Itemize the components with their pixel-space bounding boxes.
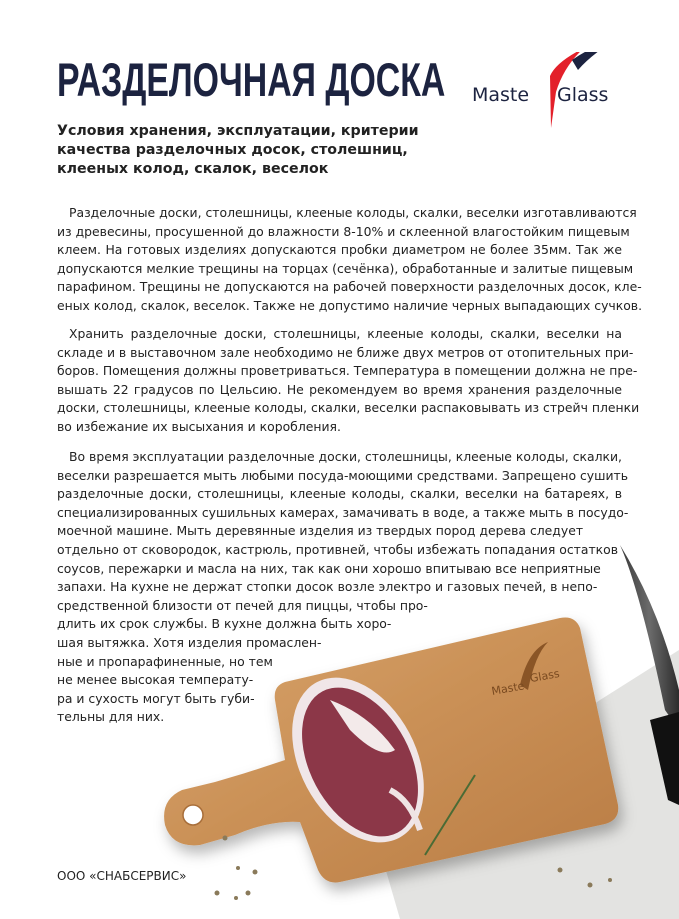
- masterglass-logo: [472, 52, 632, 132]
- logo-text-left: Maste: [472, 84, 530, 106]
- svg-text:Glass: Glass: [528, 667, 561, 686]
- paragraph-line: еных колод, скалок, веселок. Также не допустимо наличие черных выпадающих сучков.: [57, 297, 643, 313]
- paragraph-storage: [57, 325, 640, 437]
- page-title: РАЗДЕЛОЧНАЯ ДОСКА: [57, 53, 446, 106]
- paragraph-line: допускаются мелкие трещины на торцах (сечёнка), обработанные и залитые пищевым: [57, 260, 634, 276]
- paragraph-line: средственной близости от печей для пиццы, чтобы про-: [57, 597, 428, 613]
- paragraph-line: тельны для них.: [57, 709, 165, 725]
- paragraph-line: ра и сухость могут быть губи-: [57, 690, 255, 706]
- footer-company: ООО «СНАБСЕРВИС»: [57, 869, 187, 883]
- paragraph-line: вышать 22 градусов по Цельсию. Не рекомендуем во время хранения разделочные: [57, 381, 622, 397]
- subtitle-line: качества разделочных досок, столешниц,: [57, 142, 408, 158]
- paragraph-line: веселки разрешается мыть любыми посуда-моющими средствами. Запрещено сушить: [57, 467, 629, 483]
- paragraph-line: клеем. На готовых изделиях допускаются пробки диаметром не более 35мм. Так же: [57, 242, 622, 258]
- paragraph-line: запахи. На кухне не держат стопки досок возле электро и газовых печей, в непо-: [57, 579, 598, 595]
- paragraph-line: отдельно от сковородок, кастрюль, противней, чтобы избежать попадания остатков: [57, 541, 619, 557]
- paragraph-line: соусов, пережарки и масла на них, так как они хорошо впитываю все неприятные: [57, 560, 601, 576]
- paragraph-line: разделочные доски, столешницы, клееные колоды, скалки, веселки на батареях, в: [57, 486, 622, 502]
- paragraph-line: доски, столешницы, клееные колоды, скалки, веселки распаковывать из стрейч пленки: [57, 400, 640, 416]
- paragraph-line: моечной машине. Мыть деревянные изделия из твердых пород дерева следует: [57, 523, 584, 539]
- paragraph-line: парафином. Трещины не допускаются на рабочей поверхности разделочных досок, кле-: [57, 279, 642, 295]
- paragraph-line: не менее высокая температу-: [57, 672, 254, 688]
- paragraph-line: боров. Помещения должны проветриваться. Температура в помещении должна не пре-: [57, 363, 638, 379]
- subtitle: [57, 122, 477, 179]
- paragraph-line: Хранить разделочные доски, столешницы, клееные колоды, скалки, веселки на: [69, 326, 622, 341]
- paragraph-line: во избежание их высыхания и коробления.: [57, 418, 341, 434]
- paragraph-line: длить их срок службы. В кухне должна быть хоро-: [57, 616, 392, 632]
- logo-text-right: Glass: [557, 84, 609, 106]
- paragraph-line: ные и пропарафиненные, но тем: [57, 653, 273, 669]
- subtitle-line: Условия хранения, эксплуатации, критерии: [57, 123, 419, 139]
- paragraph-line: специализированных сушильных камерах, замачивать в воде, а также мыть в посудо-: [57, 504, 629, 520]
- paragraph-line: складе и в выставочном зале необходимо не ближе двух метров от отопительных при-: [57, 344, 634, 360]
- paragraph-materials: [57, 204, 643, 316]
- paragraph-line: шая вытяжка. Хотя изделия промаслен-: [57, 634, 322, 650]
- svg-text:Maste: Maste: [490, 679, 526, 698]
- subtitle-line: клееных колод, скалок, веселок: [57, 161, 329, 177]
- paragraph-line: из древесины, просушенной до влажности 8-10% и склеенной влагостойким пищевым: [57, 223, 630, 239]
- paragraph-line: Разделочные доски, столешницы, клееные колоды, скалки, веселки изготавливаются: [69, 205, 637, 220]
- paragraph-line: Во время эксплуатации разделочные доски, столешницы, клееные колоды, скалки,: [69, 449, 622, 464]
- paragraph-usage: [57, 448, 629, 727]
